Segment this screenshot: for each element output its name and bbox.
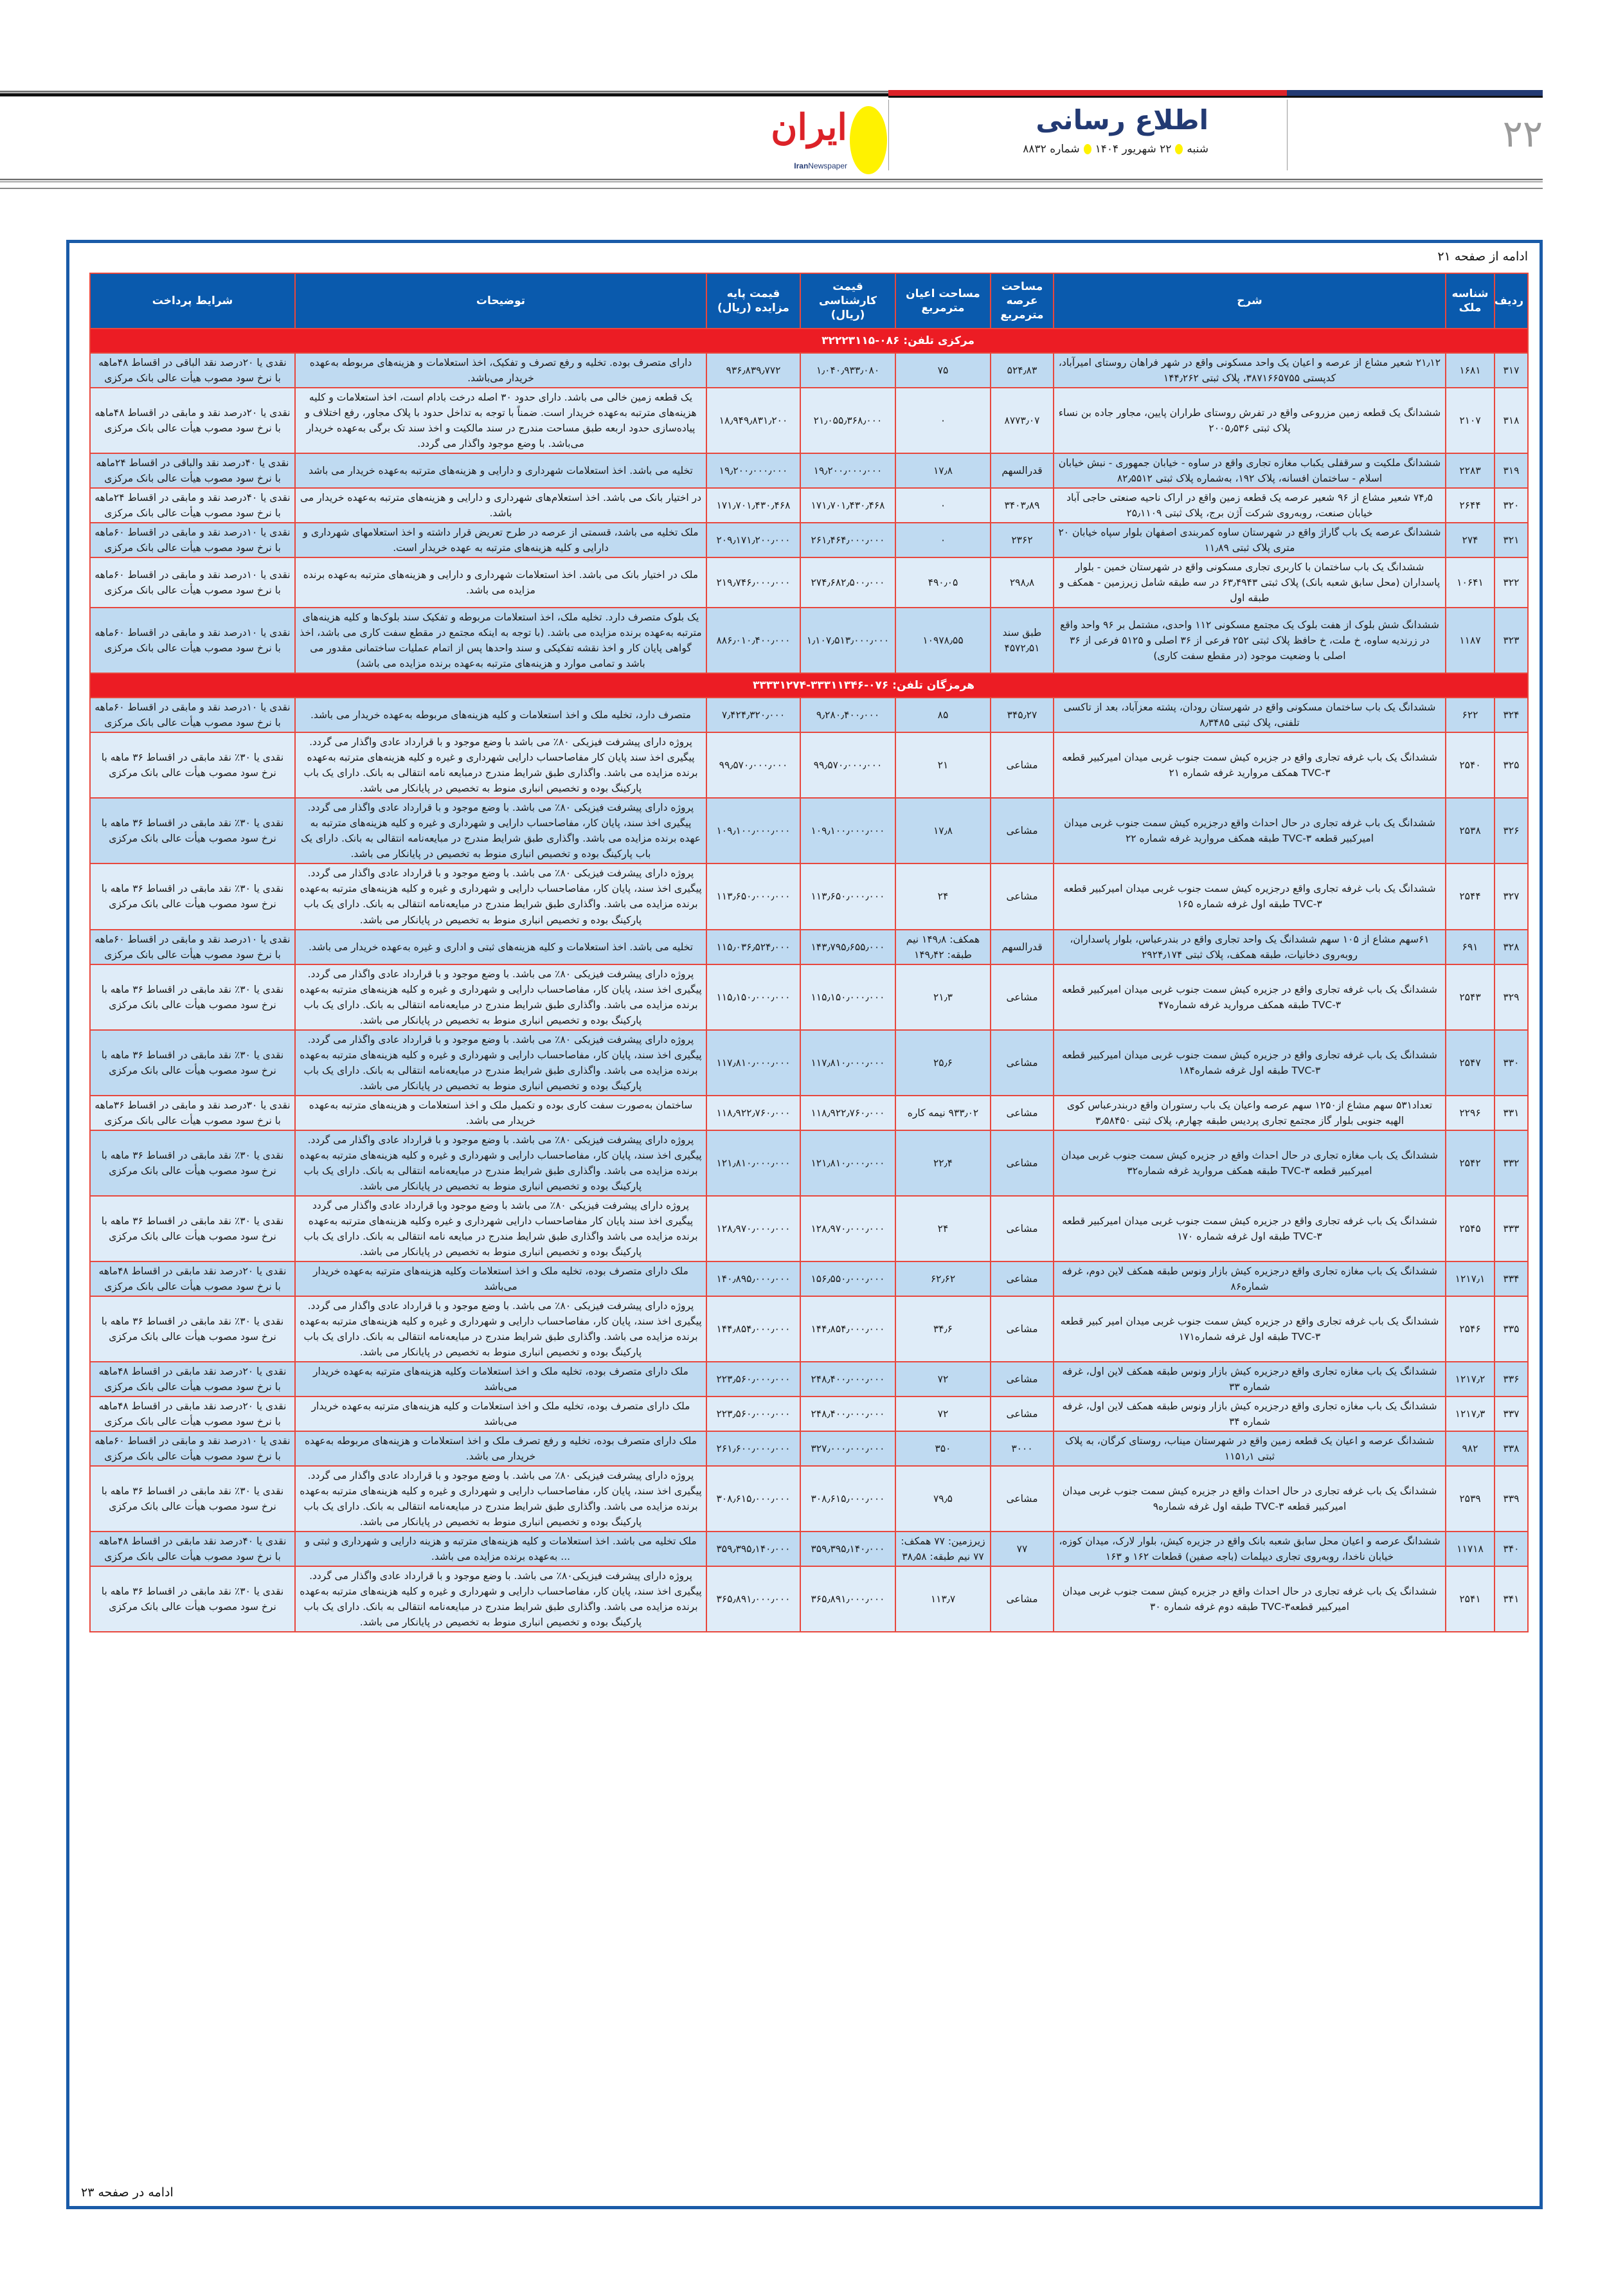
property-id-cell: ۱۲۱۷٫۲ (1446, 1362, 1495, 1397)
expert-price-cell: ۱۲۱٫۸۱۰٫۰۰۰٫۰۰۰ (800, 1130, 895, 1196)
description-cell: ششدانگ یک باب غرفه تجاری در حال احداث واقع در جزیره کیش سمت جنوب غربی میدان امیرکبیر قطعه TVC-۳ طبقه اول غرفه شماره۹ (1054, 1466, 1446, 1532)
table-header-row (90, 273, 1528, 329)
base-price-cell: ۱۰۹٫۱۰۰٫۰۰۰٫۰۰۰ (706, 798, 800, 863)
building-area-cell: زیرزمین: ۷۷ همکف: ۷۷ نیم طبقه: ۳۸٫۵۸ (895, 1532, 991, 1566)
building-area-cell: ۷۵ (895, 353, 991, 388)
notes-cell: ملک دارای متصرف بوده، تخلیه ملک و اخذ استعلامات وکلیه هزینه‌های مترتبه به‌عهده خریدار می‌باشد (295, 1261, 706, 1296)
property-id-cell: ۲۵۴۳ (1446, 964, 1495, 1030)
description-cell: ششدانگ یک باب غرفه تجاری در حال احداث واقع درجزیره کیش سمت جنوب غربی میدان امیرکبیر قطعه TVC-۳ طبقه همکف مروارید غرفه شماره ۲۲ (1054, 798, 1446, 863)
building-area-cell: ۲۵٫۶ (895, 1030, 991, 1096)
notes-cell: تخلیه می باشد. اخذ استعلامات شهرداری و دارایی و هزینه‌های مترتبه به‌عهده خریدار می باشد (295, 453, 706, 488)
payment-terms-cell: نقدی یا ۳۰درصد نقد و مابقی در اقساط ۳۶ماهه با نرخ سود مصوب هیأت عالی بانک مرکزی (90, 1096, 295, 1130)
table-row (90, 353, 1528, 388)
base-price-cell: ۳۰۸٫۶۱۵٫۰۰۰٫۰۰۰ (706, 1466, 800, 1532)
description-cell: ششدانگ ملکیت و سرقفلی یکباب مغازه تجاری واقع در ساوه - خیابان جمهوری - نبش خیابان اسلام - ساختمان افسانه، پلاک ۱۹۲، به‌شماره پلاک ثبتی ۸۲٫۵۵۱۲ (1054, 453, 1446, 488)
land-area-cell: مشاعی (991, 1566, 1054, 1632)
row-number-cell: ۳۳۳ (1495, 1196, 1528, 1261)
building-area-cell: ۲۴ (895, 1196, 991, 1261)
description-cell: ششدانگ یک باب غرفه تجاری در حال احداث واقع در جزیره کیش سمت جنوب غربی میدان امیرکبیر قطعه۳-TVC طبقه دوم غرفه شماره ۳۰ (1054, 1566, 1446, 1632)
base-price-cell: ۱۱۷٫۸۱۰٫۰۰۰٫۰۰۰ (706, 1030, 800, 1096)
row-number-cell: ۳۳۵ (1495, 1296, 1528, 1362)
base-price-cell: ۷٫۴۲۴٫۳۲۰٫۰۰۰ (706, 698, 800, 732)
land-area-cell: مشاعی (991, 1130, 1054, 1196)
building-area-cell: ۳۴٫۶ (895, 1296, 991, 1362)
masthead-bar-red (888, 90, 1287, 98)
land-area-cell: قدرالسهم (991, 930, 1054, 964)
base-price-cell: ۳۵۹٫۳۹۵٫۱۴۰٫۰۰۰ (706, 1532, 800, 1566)
payment-terms-cell: نقدی یا ۱۰درصد نقد و مابقی در اقساط ۶۰ماهه با نرخ سود مصوب هیأت عالی بانک مرکزی (90, 523, 295, 557)
base-price-cell: ۱۷۱٫۷۰۱٫۴۳۰٫۴۶۸ (706, 488, 800, 523)
description-cell: ششدانگ عرصه و اعیان محل سابق شعبه بانک واقع در جزیره کیش، بلوار لارک، میدان کوزه، خیابان ناخدا، روبه‌روی تجاری دیپلمات (باجه صفین) قطعات ۱۶۲ و ۱۶۳ (1054, 1532, 1446, 1566)
iran-newspaper-logo[interactable] (733, 106, 887, 177)
header-notes: توضیحات (295, 273, 706, 329)
row-number-cell: ۳۲۵ (1495, 732, 1528, 798)
table-row (90, 732, 1528, 798)
land-area-cell: مشاعی (991, 1397, 1054, 1431)
row-number-cell: ۳۴۱ (1495, 1566, 1528, 1632)
description-cell: ششدانگ یک باب ساختمان مسکونی واقع در شهرستان رودان، پشته معزآباد، بعد از تاکسی تلفنی، پلاک ثبتی ۸٫۳۴۸۵ (1054, 698, 1446, 732)
description-cell: ششدانگ یک باب غرفه تجاری واقع درجزیره کیش سمت جنوب غربی میدان امیرکبیر قطعه TVC-۳ طبقه اول غرفه شماره ۱۶۵ (1054, 863, 1446, 929)
notes-cell: پروژه دارای پیشرفت فیزیکی ۸۰٪ می باشد. با وضع موجود و با قرارداد عادی واگذار می گردد. پیگیری اخذ سند، پایان کار، مفاصاحساب دارایی و شهرداری و غیره و کلیه هزینه‌های مترتبه به‌عهده برنده مزایده می باشد. واگذاری طبق شرایط مندرج در مبایعه‌نامه انتقالی به بانک. دارای یک باب پارکینگ بوده و تخصیص انباری منوط به تخصیص در پایانکار می باشد. (295, 964, 706, 1030)
land-area-cell: مشاعی (991, 863, 1054, 929)
table-row (90, 1096, 1528, 1130)
description-cell: ۶۱سهم مشاع از ۱۰۵ سهم ششدانگ یک واحد تجاری واقع در بندرعباس، بلوار پاسداران، روبه‌روی دخانیات، طبقه همکف، پلاک ثبتی ۲۹۲۴٫۱۷۴ (1054, 930, 1446, 964)
payment-terms-cell: نقدی یا ۱۰درصد نقد و مابقی در اقساط ۶۰ماهه با نرخ سود مصوب هیأت عالی بانک مرکزی (90, 608, 295, 673)
table-row (90, 698, 1528, 732)
table-row (90, 488, 1528, 523)
masthead-divider (1287, 100, 1288, 170)
building-area-cell: ۳۵۰ (895, 1431, 991, 1466)
description-cell: ششدانگ یک قطعه زمین مزروعی واقع در تفرش روستای طراران پایین، مجاور جاده بن نساء پلاک ثبتی ۲۰۰۵٫۵۳۶ (1054, 388, 1446, 453)
description-cell: ششدانگ یک باب غرفه تجاری واقع در جزیره کیش سمت جنوب غربی میدان امیرکبیر قطعه TVC-۳ همکف مروارید غرفه شماره ۲۱ (1054, 732, 1446, 798)
payment-terms-cell: نقدی یا ۴۰درصد نقد و مابقی در اقساط ۲۴ماهه با نرخ سود مصوب هیأت عالی بانک مرکزی (90, 488, 295, 523)
expert-price-cell: ۱۴۳٫۷۹۵٫۶۵۵٫۰۰۰ (800, 930, 895, 964)
property-id-cell: ۱۱۸۷ (1446, 608, 1495, 673)
notes-cell: پروژه دارای پیشرفت فیزیکی ۸۰٪ می باشد با وضع موجود و با قرارداد عادی واگذار می گردد. پیگیری اخذ سند پایان کار مفاصاحساب دارایی شهرداری و غیره و کلیه هزینه‌های مترتبه به‌عهده برنده مزایده می باشد. واگذاری طبق شرایط مندرج درمبایعه نامه انتقالی به بانک. دارای یک باب پارکینگ بوده و تخصیص انباری منوط به تخصیص در پایانکار می باشد. (295, 732, 706, 798)
base-price-cell: ۲۲۳٫۵۶۰٫۰۰۰٫۰۰۰ (706, 1397, 800, 1431)
building-area-cell: ۰ (895, 523, 991, 557)
notes-cell: ملک در اختیار بانک می باشد. اخذ استعلامات شهرداری و دارایی و هزینه‌های مترتبه به‌عهده برنده مزایده می باشد. (295, 557, 706, 608)
description-cell: ۲۱٫۱۲ شعیر مشاع از عرصه و اعیان یک واحد مسکونی واقع در شهر فراهان روستای امیرآباد، کدپستی ۳۸۷۱۶۶۵۷۵۵، پلاک ثبتی ۱۴۴٫۲۶۲ (1054, 353, 1446, 388)
land-area-cell: مشاعی (991, 1296, 1054, 1362)
property-id-cell: ۶۲۲ (1446, 698, 1495, 732)
payment-terms-cell: نقدی یا ۳۰٪ نقد مابقی در اقساط ۳۶ ماهه با نرخ سود مصوب هیأت عالی بانک مرکزی (90, 1466, 295, 1532)
header-description: شرح (1054, 273, 1446, 329)
building-area-cell: ۰ (895, 488, 991, 523)
base-price-cell: ۲۶۱٫۶۰۰٫۰۰۰٫۰۰۰ (706, 1431, 800, 1466)
table-row (90, 1397, 1528, 1431)
payment-terms-cell: نقدی یا ۳۰٪ نقد مابقی در اقساط ۳۶ ماهه با نرخ سود مصوب هیأت عالی بانک مرکزی (90, 1296, 295, 1362)
property-id-cell: ۲۱۰۷ (1446, 388, 1495, 453)
property-id-cell: ۲۲۹۶ (1446, 1096, 1495, 1130)
auction-ad-frame (66, 240, 1543, 2209)
description-cell: ششدانگ عرصه و اعیان یک قطعه زمین واقع در شهرستان میناب، روستای کرگان، به پلاک ثبتی ۱۱۵۱٫۱ (1054, 1431, 1446, 1466)
section-title: اطلاع رسانی (1036, 104, 1208, 136)
property-id-cell: ۲۵۳۸ (1446, 798, 1495, 863)
description-cell: ششدانگ یک باب مغازه تجاری واقع درجزیره کیش بازار ونوس طبقه همکف لاین دوم، غرفه شماره۸۶ (1054, 1261, 1446, 1296)
expert-price-cell: ۲۷۴٫۶۸۲٫۵۰۰٫۰۰۰ (800, 557, 895, 608)
expert-price-cell: ۲۶۱٫۴۶۴٫۰۰۰٫۰۰۰ (800, 523, 895, 557)
auction-table (89, 273, 1529, 1632)
issue-number: شماره ۸۸۳۲ (1023, 143, 1080, 156)
notes-cell: پروژه دارای پیشرفت فیزیکی۸۰٪ می باشد. با وضع موجود و با قرارداد عادی واگذار می گردد. پیگیری اخذ سند، پایان کار، مفاصاحساب دارایی و شهرداری و غیره و کلیه هزینه‌های مترتبه به‌عهده برنده مزایده می باشد. واگذاری طبق شرایط مندرج در مبایعه‌نامه انتقالی به بانک. دارای یک باب پارکینگ بوده و تخصیص انباری منوط به تخصیص در پایانکار می باشد. (295, 1566, 706, 1632)
payment-terms-cell: نقدی یا ۲۰درصد نقد مابقی در اقساط ۴۸ماهه با نرخ سود مصوب هیأت عالی بانک مرکزی (90, 1397, 295, 1431)
payment-terms-cell: نقدی یا ۳۰٪ نقد مابقی در اقساط ۳۶ ماهه با نرخ سود مصوب هیأت عالی بانک مرکزی (90, 1030, 295, 1096)
table-row (90, 523, 1528, 557)
building-area-cell: ۸۵ (895, 698, 991, 732)
base-price-cell: ۱۱۳٫۶۵۰٫۰۰۰٫۰۰۰ (706, 863, 800, 929)
section-title: مرکزی تلفن: ۰۸۶-۳۲۲۲۳۱۱۵ (90, 329, 1528, 353)
base-price-cell: ۲۱۹٫۷۴۶٫۰۰۰٫۰۰۰ (706, 557, 800, 608)
property-id-cell: ۹۸۲ (1446, 1431, 1495, 1466)
description-cell: ششدانگ یک باب مغازه تجاری در حال احداث واقع در جزیره کیش سمت جنوب غربی میدان امیرکبیر قطعه TVC-۳ طبقه همکف مروارید غرفه شماره۳۲ (1054, 1130, 1446, 1196)
notes-cell: پروژه دارای پیشرفت فیزیکی ۸۰٪ می باشد. با وضع موجود و با قرارداد عادی واگذار می گردد. پیگیری اخذ سند، پایان کار، مفاصاحساب دارایی و شهرداری و غیره و کلیه هزینه‌های مترتبه به‌عهده برنده مزایده می باشد. واگذاری طبق شرایط مندرج در مبایعه‌نامه انتقالی به بانک. دارای یک باب پارکینگ بوده و تخصیص انباری منوط به تخصیص در پایانکار می باشد. (295, 1296, 706, 1362)
row-number-cell: ۳۳۷ (1495, 1397, 1528, 1431)
issue-line (1023, 143, 1208, 156)
payment-terms-cell: نقدی یا ۱۰درصد نقد و مابقی در اقساط ۶۰ماهه با نرخ سود مصوب هیأت عالی بانک مرکزی (90, 557, 295, 608)
property-id-cell: ۲۵۴۵ (1446, 1196, 1495, 1261)
logo-subtitle (794, 161, 847, 170)
notes-cell: پروژه دارای پیشرفت فیزیکی ۸۰٪ می باشد. با وضع موجود و با قرارداد عادی واگذار می گردد. پیگیری اخذ سند، پایان کار، مفاصاحساب دارایی و شهرداری و غیره و کلیه هزینه‌های مترتبه به‌عهده برنده مزایده می باشد. واگذاری طبق شرایط مندرج در مبایعه‌نامه انتقالی به بانک. دارای یک باب پارکینگ بوده و تخصیص انباری منوط به تخصیص در پایانکار می باشد. (295, 1130, 706, 1196)
logo-wordmark: ایران (771, 106, 847, 149)
expert-price-cell: ۳۵۹٫۳۹۵٫۱۴۰٫۰۰۰ (800, 1532, 895, 1566)
notes-cell: ملک تخلیه می باشد، قسمتی از عرصه در طرح تعریض قرار داشته و اخذ استعلامهای شهرداری و دارایی و کلیه هزینه‌های مترتبه به عهده خریدار است. (295, 523, 706, 557)
notes-cell: در اختیار بانک می باشد. اخذ استعلام‌های شهرداری و دارایی و هزینه‌های مترتبه به‌عهده خریدار می باشد. (295, 488, 706, 523)
land-area-cell: مشاعی (991, 1096, 1054, 1130)
building-area-cell: همکف: ۱۴۹٫۸ نیم طبقه: ۱۴۹٫۴۲ (895, 930, 991, 964)
building-area-cell: ۱۱۳٫۷ (895, 1566, 991, 1632)
property-id-cell: ۲۶۴۴ (1446, 488, 1495, 523)
header-land-area: مساحت عرصه مترمربع (991, 273, 1054, 329)
row-number-cell: ۳۳۱ (1495, 1096, 1528, 1130)
table-body (90, 329, 1528, 1632)
payment-terms-cell: نقدی یا ۳۰٪ نقد مابقی در اقساط ۳۶ ماهه با نرخ سود مصوب هیأت عالی بانک مرکزی (90, 964, 295, 1030)
table-row (90, 1030, 1528, 1096)
masthead-bar-blue (1287, 90, 1543, 98)
payment-terms-cell: نقدی یا ۴۰درصد نقد مابقی در اقساط ۴۸ماهه با نرخ سود مصوب هیأت عالی بانک مرکزی (90, 1532, 295, 1566)
description-cell: ششدانگ یک باب مغازه تجاری واقع درجزیره کیش بازار ونوس طبقه همکف لاین اول، غرفه شماره ۳۳ (1054, 1362, 1446, 1397)
notes-cell: یک قطعه زمین خالی می باشد. دارای حدود ۳۰ اصله درخت بادام است، اخذ استعلامات و کلیه هزینه‌های مترتبه به‌عهده خریدار است. ضمناً با توجه به تداخل حدود با پلاک مجاور، رفع اختلاف و پیاده‌سازی حدود اربعه طبق مساحت مندرج در سند مالکیت و اخذ سند تک برگی به‌عهده خریدار می‌باشد. با وضع موجود واگذار می گردد. (295, 388, 706, 453)
row-number-cell: ۳۲۹ (1495, 964, 1528, 1030)
row-number-cell: ۳۳۶ (1495, 1362, 1528, 1397)
payment-terms-cell: نقدی یا ۲۰درصد نقد مابقی در اقساط ۴۸ماهه با نرخ سود مصوب هیأت عالی بانک مرکزی (90, 1261, 295, 1296)
table-row (90, 1296, 1528, 1362)
land-area-cell: طبق سند ۴۵۷۲٫۵۱ (991, 608, 1054, 673)
base-price-cell: ۹۳۶٫۸۳۹٫۷۷۲ (706, 353, 800, 388)
table-row (90, 1566, 1528, 1632)
land-area-cell: مشاعی (991, 732, 1054, 798)
yellow-dot-icon (1084, 144, 1091, 154)
payment-terms-cell: نقدی یا ۳۰٪ نقد مابقی در اقساط ۳۶ ماهه با نرخ سود مصوب هیأت عالی بانک مرکزی (90, 1196, 295, 1261)
payment-terms-cell: نقدی یا ۱۰درصد نقد و مابقی در اقساط ۶۰ماهه با نرخ سود مصوب هیأت عالی بانک مرکزی (90, 698, 295, 732)
row-number-cell: ۳۳۴ (1495, 1261, 1528, 1296)
notes-cell: یک بلوک متصرف دارد. تخلیه ملک، اخذ استعلامات مربوطه و تفکیک سند بلوک‌ها و کلیه هزینه‌های مترتبه به‌عهده برنده مزایده می باشد. (با توجه به اینکه مجتمع در مقطع سفت کاری می باشد، اخذ گواهی پایان کار و اخذ نقشه تفکیکی و سند واحدها پس از اتمام عملیات ساختمانی مقدور می باشد و تمامی موارد و هزینه‌های مترتبه به‌عهده برنده مزایده می باشد) (295, 608, 706, 673)
base-price-cell: ۱۱۵٫۰۳۶٫۵۲۴٫۰۰۰ (706, 930, 800, 964)
masthead-bar-gray (0, 91, 888, 96)
base-price-cell: ۱۲۱٫۸۱۰٫۰۰۰٫۰۰۰ (706, 1130, 800, 1196)
row-number-cell: ۳۲۱ (1495, 523, 1528, 557)
expert-price-cell: ۱۲۸٫۹۷۰٫۰۰۰٫۰۰۰ (800, 1196, 895, 1261)
row-number-cell: ۳۲۳ (1495, 608, 1528, 673)
property-id-cell: ۱۶۸۱ (1446, 353, 1495, 388)
notes-cell: تخلیه می باشد. اخذ استعلامات و کلیه هزینه‌های ثبتی و اداری و غیره به‌عهده خریدار می باشد. (295, 930, 706, 964)
expert-price-cell: ۹۹٫۵۷۰٫۰۰۰٫۰۰۰ (800, 732, 895, 798)
notes-cell: پروژه دارای پیشرفت فیزیکی ۸۰٪ می باشد. با وضع موجود و با قرارداد عادی واگذار می گردد. پیگیری اخذ سند، پایان کار، مفاصاحساب دارایی و شهرداری و غیره و کلیه هزینه‌های مترتبه به‌عهده برنده مزایده می باشد. واگذاری طبق شرایط مندرج در مبایعه‌نامه انتقالی به بانک. دارای یک باب پارکینگ بوده و تخصیص انباری منوط به تخصیص در پایانکار می باشد. (295, 1030, 706, 1096)
row-number-cell: ۳۲۷ (1495, 863, 1528, 929)
property-id-cell: ۱۱۷۱۸ (1446, 1532, 1495, 1566)
sun-icon (850, 106, 887, 174)
logo-sub-text: Newspaper (808, 161, 847, 170)
expert-price-cell: ۱٫۱۰۷٫۵۱۳٫۰۰۰٫۰۰۰ (800, 608, 895, 673)
header-base-price: قیمت پایه مزایده (ریال) (706, 273, 800, 329)
expert-price-cell: ۱۴۴٫۸۵۴٫۰۰۰٫۰۰۰ (800, 1296, 895, 1362)
header-payment-terms: شرایط پرداخت (90, 273, 295, 329)
row-number-cell: ۳۳۰ (1495, 1030, 1528, 1096)
divider-rule (0, 179, 1543, 183)
land-area-cell: مشاعی (991, 1362, 1054, 1397)
property-id-cell: ۱۲۱۷٫۱ (1446, 1261, 1495, 1296)
land-area-cell: مشاعی (991, 1261, 1054, 1296)
property-id-cell: ۲۵۴۰ (1446, 732, 1495, 798)
base-price-cell: ۱۱۸٫۹۲۲٫۷۶۰٫۰۰۰ (706, 1096, 800, 1130)
yellow-dot-icon (1175, 144, 1183, 154)
expert-price-cell: ۱۱۳٫۶۵۰٫۰۰۰٫۰۰۰ (800, 863, 895, 929)
table-row (90, 1466, 1528, 1532)
land-area-cell: ۳۴۵٫۲۷ (991, 698, 1054, 732)
land-area-cell: مشاعی (991, 798, 1054, 863)
description-cell: ششدانگ یک باب غرفه تجاری واقع در جزیره کیش سمت جنوب غربی میدان امیرکبیر قطعه TVC-۳ طبقه اول غرفه شماره ۱۷۰ (1054, 1196, 1446, 1261)
property-id-cell: ۶۹۱ (1446, 930, 1495, 964)
section-header-row (90, 329, 1528, 353)
header-row-number: ردیف (1495, 273, 1528, 329)
payment-terms-cell: نقدی یا ۲۰درصد نقد الباقی در اقساط ۴۸ماهه با نرخ سود مصوب هیأت عالی بانک مرکزی (90, 353, 295, 388)
land-area-cell: ۸۷۷۳٫۰۷ (991, 388, 1054, 453)
land-area-cell: ۵۲۴٫۸۳ (991, 353, 1054, 388)
table-row (90, 1532, 1528, 1566)
base-price-cell: ۱۸٫۹۴۹٫۸۳۱٫۲۰۰ (706, 388, 800, 453)
expert-price-cell: ۱۵۶٫۵۵۰٫۰۰۰٫۰۰۰ (800, 1261, 895, 1296)
land-area-cell: مشاعی (991, 1466, 1054, 1532)
row-number-cell: ۳۲۴ (1495, 698, 1528, 732)
payment-terms-cell: نقدی یا ۲۰درصد نقد و مابقی در اقساط ۴۸ماهه با نرخ سود مصوب هیأت عالی بانک مرکزی (90, 388, 295, 453)
building-area-cell: ۲۴ (895, 863, 991, 929)
notes-cell: ملک دارای متصرف بوده، تخلیه ملک و اخذ استعلامات وکلیه هزینه‌های مترتبه به‌عهده خریدار می‌باشد (295, 1362, 706, 1397)
land-area-cell: مشاعی (991, 964, 1054, 1030)
expert-price-cell: ۱۱۷٫۸۱۰٫۰۰۰٫۰۰۰ (800, 1030, 895, 1096)
building-area-cell: ۷۹٫۵ (895, 1466, 991, 1532)
base-price-cell: ۲۰۹٫۱۷۱٫۲۰۰٫۰۰۰ (706, 523, 800, 557)
table-row (90, 1130, 1528, 1196)
property-id-cell: ۱۲۱۷٫۳ (1446, 1397, 1495, 1431)
description-cell: ششدانگ یک باب غرفه تجاری واقع در جزیره کیش سمت جنوب غربی میدان امیرکبیر قطعه TVC-۳ طبقه اول غرفه شماره۱۸۴ (1054, 1030, 1446, 1096)
table-row (90, 798, 1528, 863)
issue-date: ۲۲ شهریور ۱۴۰۴ (1095, 143, 1172, 156)
building-area-cell: ۲۱٫۳ (895, 964, 991, 1030)
row-number-cell: ۳۲۸ (1495, 930, 1528, 964)
expert-price-cell: ۲۴۸٫۴۰۰٫۰۰۰٫۰۰۰ (800, 1362, 895, 1397)
base-price-cell: ۱۴۰٫۸۹۵٫۰۰۰٫۰۰۰ (706, 1261, 800, 1296)
notes-cell: دارای متصرف بوده. تخلیه و رفع تصرف و تفکیک، اخذ استعلامات و هزینه‌های مربوطه به‌عهده خریدار می‌باشد. (295, 353, 706, 388)
notes-cell: پروژه دارای پیشرفت فیزیکی ۸۰٪ می باشد. با وضع موجود و با قرارداد عادی واگذار می گردد. پیگیری اخذ سند، پایان کار، مفاصاحساب دارایی و شهرداری و غیره و کلیه هزینه‌های مترتبه به‌عهده برنده مزایده می باشد. واگذاری طبق شرایط مندرج در مبایعه‌نامه انتقالی به بانک. دارای یک باب پارکینگ بوده و تخصیص انباری منوط به تخصیص در پایانکار می باشد. (295, 1466, 706, 1532)
table-row (90, 608, 1528, 673)
header-building-area: مساحت اعیان مترمربع (895, 273, 991, 329)
payment-terms-cell: نقدی یا ۲۰درصد نقد مابقی در اقساط ۴۸ماهه با نرخ سود مصوب هیأت عالی بانک مرکزی (90, 1362, 295, 1397)
building-area-cell: ۶۲٫۶۲ (895, 1261, 991, 1296)
building-area-cell: ۱۷٫۸ (895, 798, 991, 863)
base-price-cell: ۹۹٫۵۷۰٫۰۰۰٫۰۰۰ (706, 732, 800, 798)
land-area-cell: ۲۳۶۲ (991, 523, 1054, 557)
description-cell: تعداد۵۳۱ سهم مشاع از۱۲۵۰ سهم عرصه واعیان یک باب رستوران واقع دربندرعباس کوی الهیه جنوبی بلوار گاز مجتمع تجاری پردیس طبقه چهارم، پلاک ثبتی ۳٫۵۸۴۵۰ (1054, 1096, 1446, 1130)
land-area-cell: قدرالسهم (991, 453, 1054, 488)
row-number-cell: ۳۴۰ (1495, 1532, 1528, 1566)
section-header-row (90, 673, 1528, 698)
issue-day: شنبه (1187, 143, 1208, 156)
divider-rule (0, 188, 1543, 190)
description-cell: ۷۴٫۵ شعیر مشاع از ۹۶ شعیر عرصه یک قطعه زمین واقع در اراک ناحیه صنعتی حاجی آباد خیابان صنعت، روبه‌روی شرکت آژن برج، پلاک ثبتی ۲۵٫۱۱۰۹ (1054, 488, 1446, 523)
payment-terms-cell: نقدی یا ۳۰٪ نقد مابقی در اقساط ۳۶ ماهه با نرخ سود مصوب هیأت عالی بانک مرکزی (90, 1130, 295, 1196)
notes-cell: پروژه دارای پیشرفت فیزیکی ۸۰٪ می باشد. با وضع موجود و با قرارداد عادی واگذار می گردد. پیگیری اخذ سند، پایان کار، مفاصاحساب دارایی و شهرداری و غیره و کلیه هزینه‌های مترتبه به‌عهده برنده مزایده می باشد. واگذاری طبق شرایط مندرج در مبایعه‌نامه انتقالی به بانک. دارای یک باب پارکینگ بوده و تخصیص انباری منوط به تخصیص در پایانکار می باشد. (295, 863, 706, 929)
property-id-cell: ۲۵۴۲ (1446, 1130, 1495, 1196)
table-row (90, 1362, 1528, 1397)
property-id-cell: ۲۵۴۶ (1446, 1296, 1495, 1362)
table-row (90, 1196, 1528, 1261)
expert-price-cell: ۱۹٫۲۰۰٫۰۰۰٫۰۰۰ (800, 453, 895, 488)
row-number-cell: ۳۳۹ (1495, 1466, 1528, 1532)
land-area-cell: ۷۷ (991, 1532, 1054, 1566)
property-id-cell: ۲۷۴ (1446, 523, 1495, 557)
header-expert-price: قیمت کارشناسی (ریال) (800, 273, 895, 329)
building-area-cell: ۴۹۰٫۰۵ (895, 557, 991, 608)
row-number-cell: ۳۲۰ (1495, 488, 1528, 523)
expert-price-cell: ۳۰۸٫۶۱۵٫۰۰۰٫۰۰۰ (800, 1466, 895, 1532)
property-id-cell: ۲۵۴۱ (1446, 1566, 1495, 1632)
table-row (90, 1431, 1528, 1466)
notes-cell: پروژه دارای پیشرفت فیزیکی ۸۰٪ می باشد با وضع موجود وبا قرارداد عادی واگذار می گردد پیگیری اخذ سند پایان کار مفاصاحساب دارایی شهرداری و غیره وکلیه هزینه‌های مترتبه به‌عهده برنده مزایده می باشد واگذاری طبق شرایط مندرج در مبایعه نامه انتقالی به بانک. دارای یک باب پارکینگ بوده و تخصیص انباری منوط به تخصیص در پایانکار می باشد. (295, 1196, 706, 1261)
expert-price-cell: ۱۱۵٫۱۵۰٫۰۰۰٫۰۰۰ (800, 964, 895, 1030)
building-area-cell: ۱۰۹۷۸٫۵۵ (895, 608, 991, 673)
land-area-cell: مشاعی (991, 1030, 1054, 1096)
base-price-cell: ۳۶۵٫۸۹۱٫۰۰۰٫۰۰۰ (706, 1566, 800, 1632)
continued-from-note: ادامه از صفحه ۲۱ (1437, 249, 1528, 264)
description-cell: ششدانگ یک باب ساختمان با کاربری تجاری مسکونی واقع در شهرستان خمین - بلوار پاسداران (محل سابق شعبه بانک) پلاک ثبتی ۶۳٫۴۹۴۳ در سه طبقه شامل زیرزمین - همکف و طبقه اول (1054, 557, 1446, 608)
payment-terms-cell: نقدی یا ۱۰درصد نقد و مابقی در اقساط ۶۰ماهه با نرخ سود مصوب هیأت عالی بانک مرکزی (90, 1431, 295, 1466)
land-area-cell: مشاعی (991, 1196, 1054, 1261)
building-area-cell: ۲۲٫۴ (895, 1130, 991, 1196)
property-id-cell: ۲۵۴۴ (1446, 863, 1495, 929)
expert-price-cell: ۳۶۵٫۸۹۱٫۰۰۰٫۰۰۰ (800, 1566, 895, 1632)
description-cell: ششدانگ یک باب غرفه تجاری واقع در جزیره کیش سمت جنوب غربی میدان امیر کبیر قطعه TVC-۳ طبقه اول غرفه شماره۱۷۱ (1054, 1296, 1446, 1362)
expert-price-cell: ۳۲۷٫۰۰۰٫۰۰۰٫۰۰۰ (800, 1431, 895, 1466)
table-row (90, 964, 1528, 1030)
description-cell: ششدانگ یک باب مغازه تجاری واقع درجزیره کیش بازار ونوس طبقه همکف لاین اول، غرفه شماره ۳۴ (1054, 1397, 1446, 1431)
description-cell: ششدانگ عرصه یک باب گاراژ واقع در شهرستان ساوه کمربندی اصفهان بلوار سپاه خیابان ۲۰ متری پلاک ثبتی ۱۱٫۸۹ (1054, 523, 1446, 557)
notes-cell: ساختمان به‌صورت سفت کاری بوده و تکمیل ملک و اخذ استعلامات و هزینه‌های مترتبه به‌عهده خریدار می باشد. (295, 1096, 706, 1130)
building-area-cell: ۲۱ (895, 732, 991, 798)
page-number: ۲۲ (1502, 113, 1543, 155)
continued-to-note: ادامه در صفحه ۲۳ (81, 2185, 174, 2200)
table-row (90, 863, 1528, 929)
expert-price-cell: ۱٫۰۴۰٫۹۳۳٫۰۸۰ (800, 353, 895, 388)
header-property-id: شناسه ملک (1446, 273, 1495, 329)
land-area-cell: ۳۰۰۰ (991, 1431, 1054, 1466)
row-number-cell: ۳۱۸ (1495, 388, 1528, 453)
property-id-cell: ۲۲۸۳ (1446, 453, 1495, 488)
row-number-cell: ۳۲۲ (1495, 557, 1528, 608)
masthead (0, 90, 1543, 193)
notes-cell: پروژه دارای پیشرفت فیزیکی ۸۰٪ می باشد. با وضع موجود و با قرارداد عادی واگذار می گردد. پیگیری اخذ سند، پایان کار، مفاصاحساب دارایی و شهرداری و غیره و کلیه هزینه‌های مترتبه به عهده برنده مزایده می باشد. واگذاری طبق شرایط مندرج در مبایعه‌نامه انتقالی به بانک. دارای یک باب پارکینگ بوده و تخصیص انباری منوط به تخصیص در پایانکار می باشد. (295, 798, 706, 863)
building-area-cell: ۹۳۳٫۰۲ نیمه کاره (895, 1096, 991, 1130)
base-price-cell: ۱۹٫۲۰۰٫۰۰۰٫۰۰۰ (706, 453, 800, 488)
notes-cell: ملک دارای متصرف بوده، تخلیه ملک و اخذ استعلامات و کلیه هزینه‌های مترتبه به‌عهده خریدار می‌باشد (295, 1397, 706, 1431)
land-area-cell: ۳۴۰۳٫۸۹ (991, 488, 1054, 523)
building-area-cell: ۱۷٫۸ (895, 453, 991, 488)
expert-price-cell: ۹٫۲۸۰٫۴۰۰٫۰۰۰ (800, 698, 895, 732)
notes-cell: ملک تخلیه می باشد. اخذ استعلامات و کلیه هزینه‌های مترتبه و هزینه دارایی و شهرداری و ثبتی و ... به‌عهده برنده مزایده می باشد. (295, 1532, 706, 1566)
logo-sub-bold: Iran (794, 161, 809, 170)
table-row (90, 557, 1528, 608)
row-number-cell: ۳۱۹ (1495, 453, 1528, 488)
row-number-cell: ۳۲۶ (1495, 798, 1528, 863)
expert-price-cell: ۱۷۱٫۷۰۱٫۴۳۰٫۴۶۸ (800, 488, 895, 523)
masthead-divider (888, 100, 889, 170)
description-cell: ششدانگ یک باب غرفه تجاری واقع در جزیره کیش سمت جنوب غربی میدان امیرکبیر قطعه TVC-۳ طبقه همکف مروارید غرفه شماره۴۷ (1054, 964, 1446, 1030)
notes-cell: متصرف دارد، تخلیه ملک و اخذ استعلامات و کلیه هزینه‌های مربوطه به‌عهده خریدار می باشد. (295, 698, 706, 732)
expert-price-cell: ۱۱۸٫۹۲۲٫۷۶۰٫۰۰۰ (800, 1096, 895, 1130)
row-number-cell: ۳۳۸ (1495, 1431, 1528, 1466)
base-price-cell: ۲۲۳٫۵۶۰٫۰۰۰٫۰۰۰ (706, 1362, 800, 1397)
masthead-color-bar (0, 90, 1543, 99)
payment-terms-cell: نقدی یا ۳۰٪ نقد مابقی در اقساط ۳۶ ماهه با نرخ سود مصوب هیأت عالی بانک مرکزی (90, 798, 295, 863)
expert-price-cell: ۱۰۹٫۱۰۰٫۰۰۰٫۰۰۰ (800, 798, 895, 863)
row-number-cell: ۳۱۷ (1495, 353, 1528, 388)
building-area-cell: ۰ (895, 388, 991, 453)
payment-terms-cell: نقدی یا ۳۰٪ نقد مابقی در اقساط ۳۶ ماهه با نرخ سود مصوب هیأت عالی بانک مرکزی (90, 863, 295, 929)
description-cell: ششدانگ شش بلوک از هفت بلوک یک مجتمع مسکونی ۱۱۲ واحدی، مشتمل بر ۹۶ واحد واقع در زرندیه ساوه، خ ملت، خ حافظ پلاک ثبتی ۲۵۲ فرعی از ۳۶ اصلی و ۵۱۲۵ فرعی از ۳۶ اصلی با وضعیت موجود (در مقطع سفت کاری) (1054, 608, 1446, 673)
base-price-cell: ۱۲۸٫۹۷۰٫۰۰۰٫۰۰۰ (706, 1196, 800, 1261)
property-id-cell: ۱۰۶۴۱ (1446, 557, 1495, 608)
base-price-cell: ۱۱۵٫۱۵۰٫۰۰۰٫۰۰۰ (706, 964, 800, 1030)
section-title: هرمزگان تلفن: ۰۷۶-۳۳۳۱۱۳۴۶-۳۳۳۳۱۲۷۴ (90, 673, 1528, 698)
payment-terms-cell: نقدی یا ۴۰درصد نقد والباقی در اقساط ۲۴ماهه با نرخ سود مصوب هیأت عالی بانک مرکزی (90, 453, 295, 488)
payment-terms-cell: نقدی یا ۱۰درصد نقد و مابقی در اقساط ۶۰ماهه با نرخ سود مصوب هیأت عالی بانک مرکزی (90, 930, 295, 964)
expert-price-cell: ۲۴۸٫۴۰۰٫۰۰۰٫۰۰۰ (800, 1397, 895, 1431)
property-id-cell: ۲۵۳۹ (1446, 1466, 1495, 1532)
table-row (90, 1261, 1528, 1296)
base-price-cell: ۸۸۶٫۰۱۰٫۴۰۰٫۰۰۰ (706, 608, 800, 673)
table-row (90, 388, 1528, 453)
payment-terms-cell: نقدی یا ۳۰٪ نقد مابقی در اقساط ۳۶ ماهه با نرخ سود مصوب هیأت عالی بانک مرکزی (90, 732, 295, 798)
table-row (90, 930, 1528, 964)
payment-terms-cell: نقدی یا ۳۰٪ نقد مابقی در اقساط ۳۶ ماهه با نرخ سود مصوب هیأت عالی بانک مرکزی (90, 1566, 295, 1632)
row-number-cell: ۳۳۲ (1495, 1130, 1528, 1196)
base-price-cell: ۱۴۴٫۸۵۴٫۰۰۰٫۰۰۰ (706, 1296, 800, 1362)
notes-cell: ملک دارای متصرف بوده، تخلیه و رفع تصرف ملک و اخذ استعلامات و هزینه‌های مربوطه به‌عهده خریدار می باشد. (295, 1431, 706, 1466)
building-area-cell: ۷۲ (895, 1362, 991, 1397)
expert-price-cell: ۲۱٫۰۵۵٫۳۶۸٫۰۰۰ (800, 388, 895, 453)
table-row (90, 453, 1528, 488)
land-area-cell: ۲۹۸٫۸ (991, 557, 1054, 608)
building-area-cell: ۷۲ (895, 1397, 991, 1431)
property-id-cell: ۲۵۴۷ (1446, 1030, 1495, 1096)
